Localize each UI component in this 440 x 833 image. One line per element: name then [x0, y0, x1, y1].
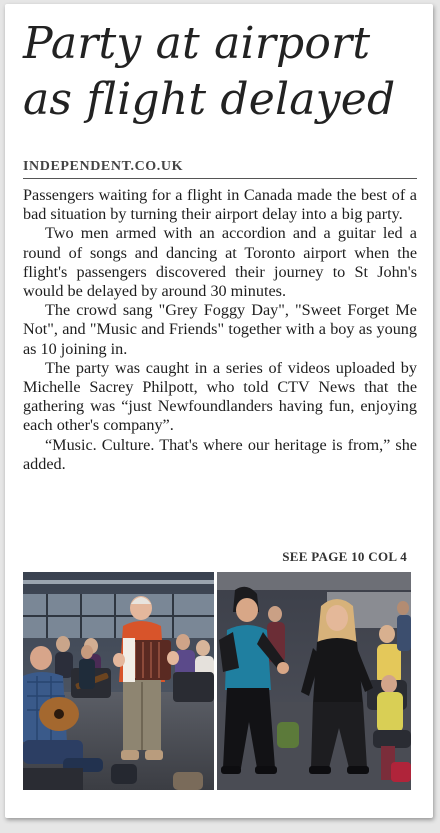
accordion-photo-icon — [23, 572, 214, 790]
newspaper-clipping — [5, 4, 433, 818]
paragraph: “Music. Culture. That's where our heritage is from,” she added. — [23, 435, 417, 473]
headline — [23, 16, 423, 128]
dancing-photo-icon — [217, 572, 411, 790]
headline-line-1: Party at airport — [23, 18, 371, 69]
paragraph: The crowd sang "Grey Foggy Day", "Sweet Forget Me Not", and "Music and Friends" together with a boy as young as 10 joining in. — [23, 301, 417, 358]
source-credit: INDEPENDENT.CO.UK — [23, 159, 184, 174]
paragraph: The party was caught in a series of videos uploaded by Michelle Sacrey Philpott, who told CTV News that the gathering was “just Newfoundlanders having fun, enjoying each other's company”. — [23, 358, 417, 435]
paragraph: Two men armed with an accordion and a guitar led a round of songs and dancing at Toronto airport when the flight's passengers discovered their journey to St John's would be delayed by around 30 minutes. — [23, 224, 417, 301]
headline-line-2: as flight delayed — [23, 74, 396, 125]
divider — [23, 178, 417, 179]
photo-strip — [23, 572, 411, 790]
article-body — [23, 186, 417, 474]
paragraph: Passengers waiting for a flight in Canada made the best of a bad situation by turning their airport delay into a big party. — [23, 186, 417, 224]
continuation-note: SEE PAGE 10 COL 4 — [282, 549, 407, 564]
